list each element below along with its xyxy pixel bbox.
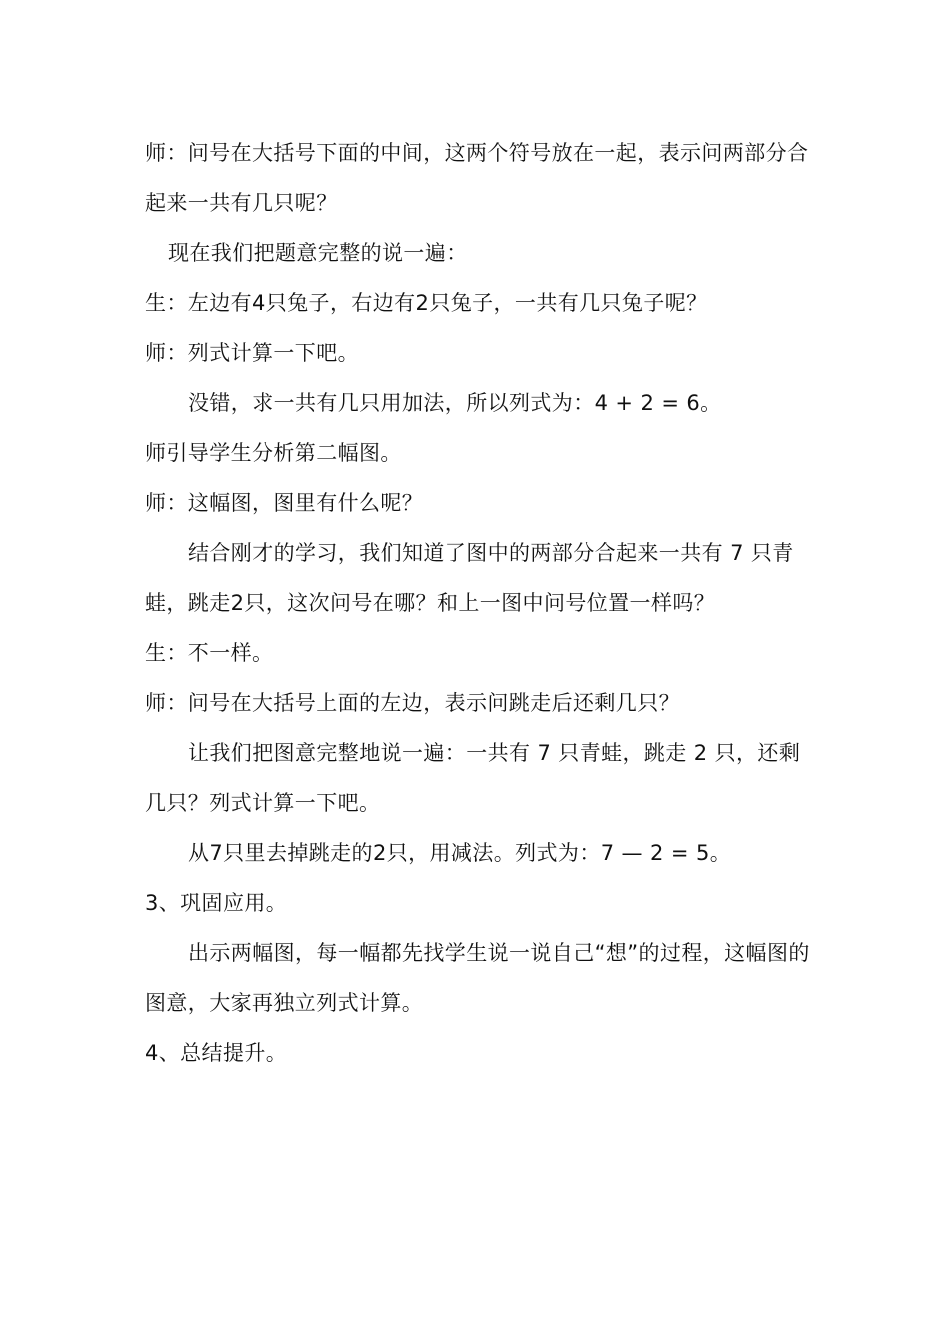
paragraph-show-two-pictures: 出示两幅图，每一幅都先找学生说一说自己“想”的过程，这幅图的图意，大家再独立列式计算。 bbox=[145, 941, 810, 1015]
paragraph-addition-formula: 没错，求一共有几只用加法，所以列式为：4 + 2 = 6。 bbox=[188, 391, 722, 415]
paragraph-teacher-calc: 师：列式计算一下吧。 bbox=[145, 341, 359, 365]
paragraph-restate-intro: 现在我们把题意完整的说一遍： bbox=[168, 241, 468, 265]
paragraph-student-rabbits: 生：左边有4只兔子，右边有2只兔子，一共有几只兔子呢？ bbox=[145, 291, 708, 315]
section-heading-summary: 4、总结提升。 bbox=[145, 1041, 288, 1065]
paragraph-restate-frogs: 让我们把图意完整地说一遍：一共有 7 只青蛙，跳走 2 只，还剩几只？列式计算一下吧。 bbox=[145, 741, 801, 815]
paragraph-teacher-what-in-picture: 师：这幅图，图里有什么呢？ bbox=[145, 491, 424, 515]
paragraph-frogs-question: 结合刚才的学习，我们知道了图中的两部分合起来一共有 7 只青蛙，跳走2只，这次问号在哪？和上一图中问号位置一样吗？ bbox=[145, 541, 794, 615]
paragraph-teacher-question-position: 师：问号在大括号下面的中间，这两个符号放在一起，表示问两部分合起来一共有几只呢？ bbox=[145, 141, 809, 215]
paragraph-student-different: 生：不一样。 bbox=[145, 641, 274, 665]
section-heading-consolidate: 3、巩固应用。 bbox=[145, 891, 288, 915]
document-body bbox=[145, 128, 810, 1078]
paragraph-teacher-question-left: 师：问号在大括号上面的左边，表示问跳走后还剩几只？ bbox=[145, 691, 680, 715]
paragraph-subtraction-formula: 从7只里去掉跳走的2只，用减法。列式为：7 — 2 = 5。 bbox=[188, 841, 732, 865]
paragraph-second-picture: 师引导学生分析第二幅图。 bbox=[145, 441, 402, 465]
